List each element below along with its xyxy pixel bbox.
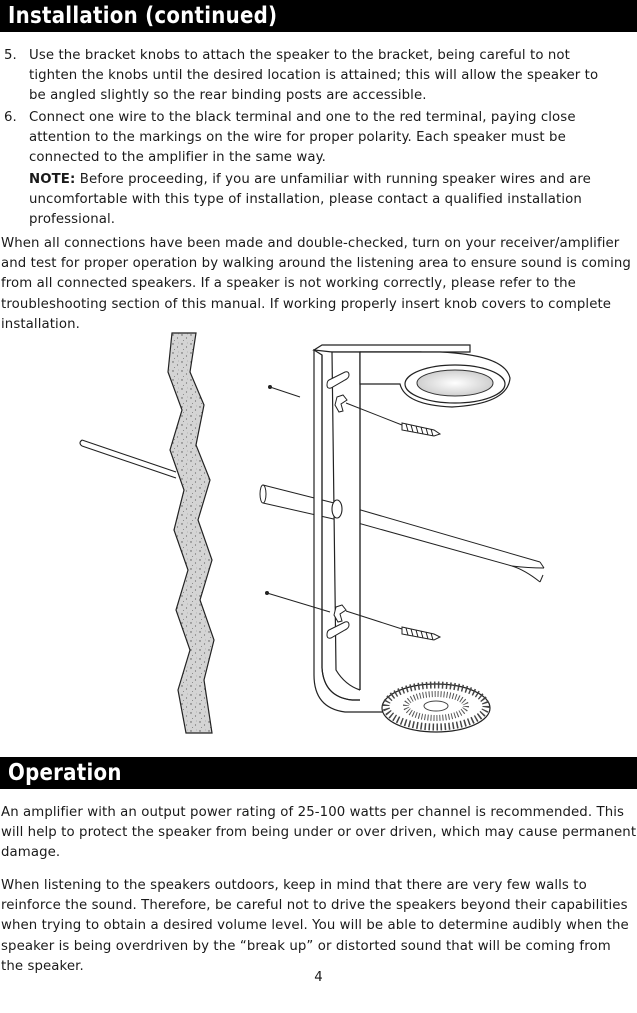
step-text: Connect one wire to the black terminal and one to the red terminal, paying close attention to the markings on the wire for proper polarity. Each speaker must be connected to the amplifier in the same way. bbox=[29, 110, 576, 166]
step-text: Use the bracket knobs to attach the speaker to the bracket, being careful to not tighten the knobs until the desired location is attained; this will allow the speaker to be angled slightly so the rear binding posts are accessible. bbox=[29, 48, 599, 104]
step-number: 5. bbox=[4, 48, 17, 63]
bracket-top-arm bbox=[360, 352, 510, 407]
note-text: Before proceeding, if you are unfamiliar with running speaker wires and are uncomfortable with this type of installation, please contact a qualified installation professional. bbox=[29, 172, 591, 228]
bracket-installation-illustration bbox=[0, 330, 637, 740]
note-label: NOTE: bbox=[29, 172, 76, 187]
step-5 bbox=[4, 46, 637, 107]
step-number: 6. bbox=[4, 110, 17, 125]
step-6 bbox=[4, 108, 637, 169]
wall-section bbox=[168, 333, 214, 733]
installation-heading: Installation (continued) bbox=[8, 3, 278, 29]
note bbox=[29, 170, 637, 231]
speaker-wire-left bbox=[80, 440, 176, 478]
page-number: 4 bbox=[314, 970, 323, 985]
installation-header-bar bbox=[0, 0, 637, 32]
speaker-wire-through bbox=[260, 485, 544, 582]
operation-paragraph: An amplifier with an output power rating of 25-100 watts per channel is recommended. This will help to protect the speaker from being under or over driven, which may cause permanent damage. bbox=[1, 805, 637, 861]
operation-paragraph: When listening to the speakers outdoors, keep in mind that there are very few walls to reinforce the sound. Therefore, be careful not to drive the speakers beyond their capabilities when trying to obtain a desired volume level. You will be able to determine audibly when the speaker is being overdriven by the “break up” or distorted sound that will be coming from the speaker. bbox=[1, 878, 629, 974]
operation-header-bar bbox=[0, 757, 637, 789]
operation-heading: Operation bbox=[8, 760, 122, 786]
installation-paragraph: When all connections have been made and double-checked, turn on your receiver/amplifier and test for proper operation by walking around the listening area to ensure sound is coming from all connected speakers. If a speaker is not working correctly, please refer to the troubleshooting section of this manual. If working properly insert knob covers to complete installation. bbox=[1, 236, 631, 332]
